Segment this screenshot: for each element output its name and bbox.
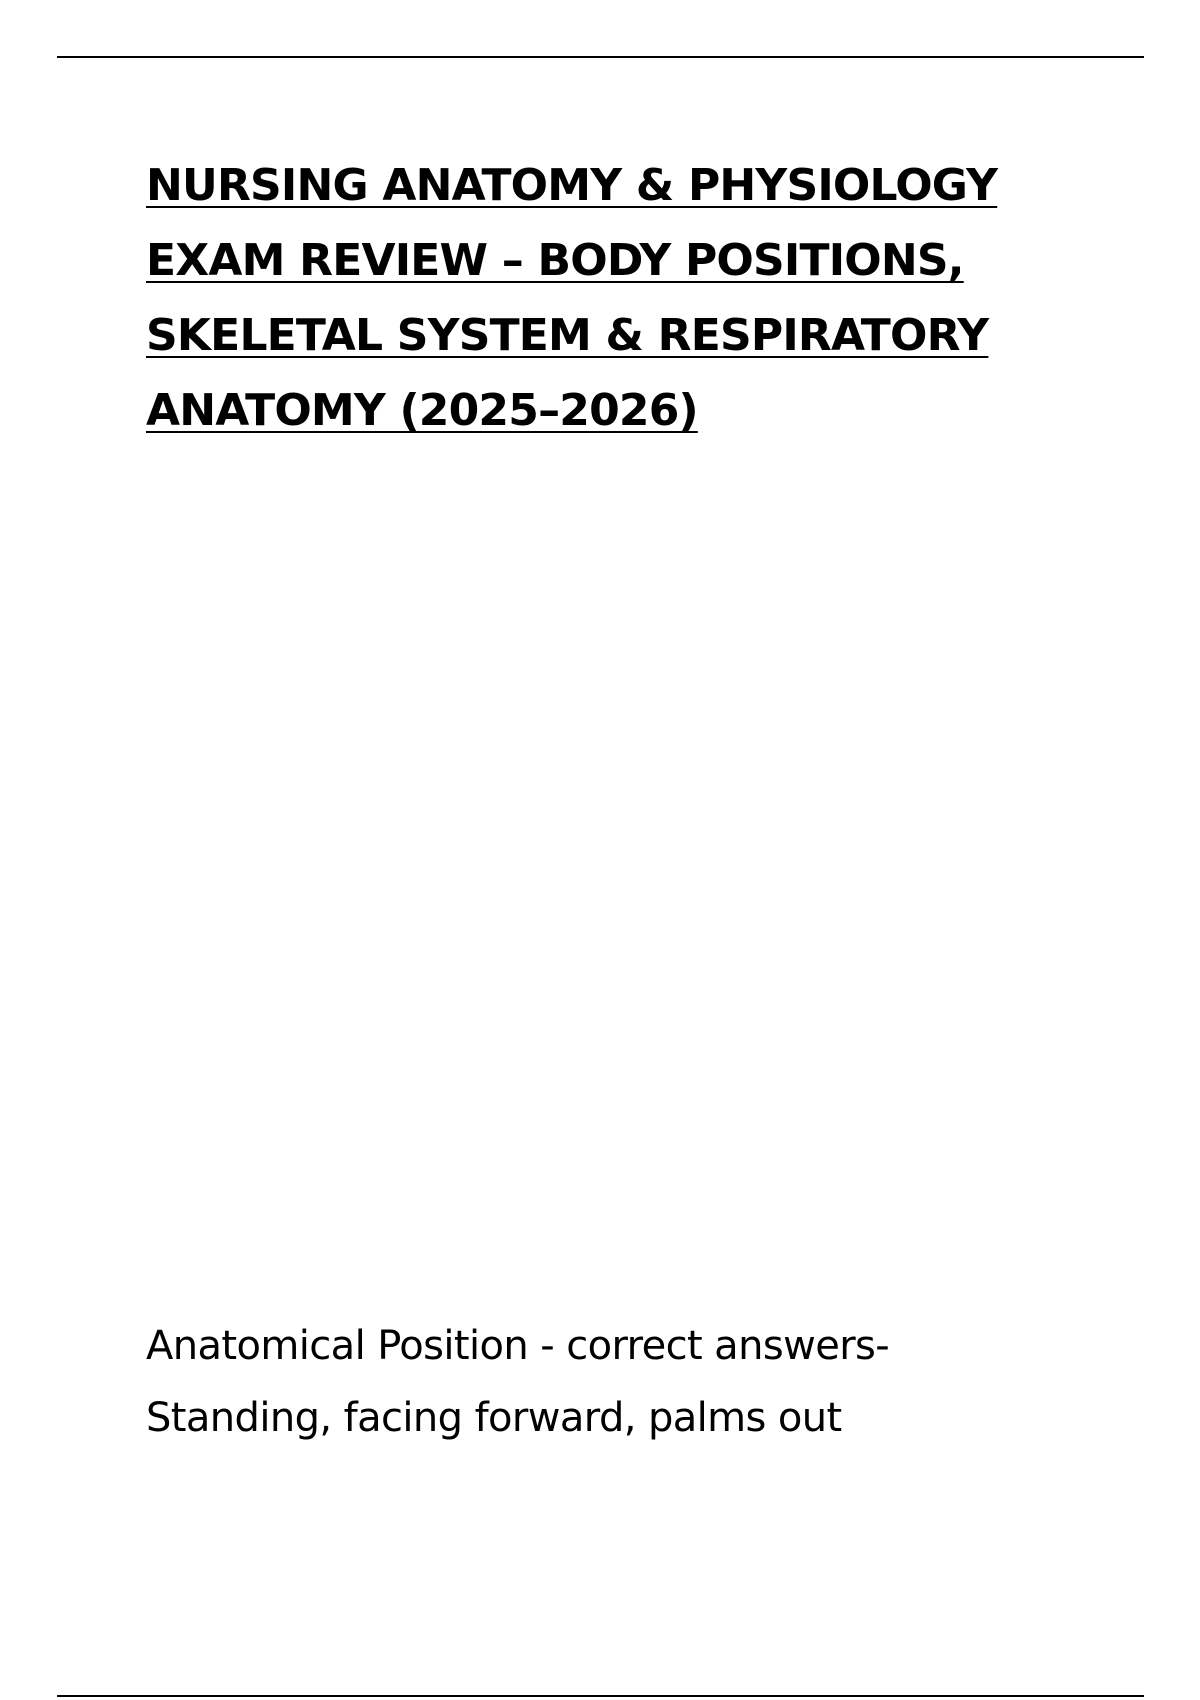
document-title [146,148,1086,448]
entry-line: Anatomical Position - correct answers- [146,1323,890,1369]
top-rule [57,56,1144,58]
title-line: NURSING ANATOMY & PHYSIOLOGY [146,160,998,211]
title-line: SKELETAL SYSTEM & RESPIRATORY [146,310,989,361]
question-answer-entry [146,1310,1106,1454]
bottom-rule [57,1695,1144,1697]
title-line: EXAM REVIEW – BODY POSITIONS, [146,235,964,286]
entry-line: Standing, facing forward, palms out [146,1395,842,1441]
title-line: ANATOMY (2025–2026) [146,385,698,436]
